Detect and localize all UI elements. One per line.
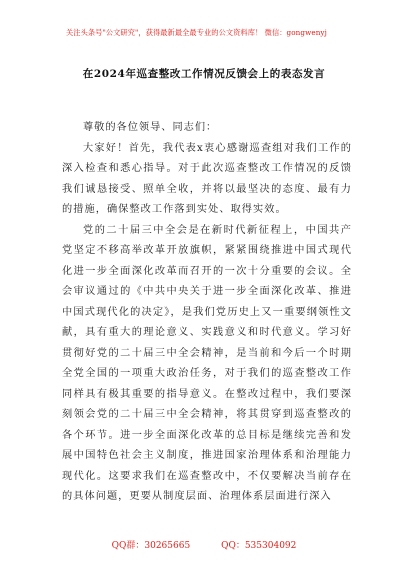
footer-qq-group: QQ群：30265665: [111, 541, 191, 551]
footer-qq: QQ：535304092: [221, 541, 297, 551]
paragraph-2: 党的二十届三中全会是在新时代新征程上，中国共产党坚定不移高举改革开放旗帜，紧紧围绕推进中国式现代化进一步全面深化改革而召开的一次十分重要的会议。全会审议通过的《中共中央关于进一步全面深化改革、推进中国式现代化的决定》，是我们党历史上又一重要纲领性文献，具有重大的理论意义、实践意义和时代意义。学习好贯彻好党的二十届三中全会精神，是当前和今后一个时期全党全国的一项重大政治任务，对于我们的巡查整改工作同样具有极其重要的指导意义。在整改过程中，我们要深刻领会党的二十届三中全会精神，将其贯穿到巡查整改的各个环节。进一步全面深化改革的总目标是继续完善和发展中国特色社会主义制度，推进国家治理体系和治理能力现代化。这要求我们在巡查整改中，不仅要解决当前存在的具体问题，更要从制度层面、治理体系层面进行深入: [62, 224, 352, 502]
paragraph-1: 大家好！首先，我代表x衷心感谢巡查组对我们工作的深入检查和悉心指导。对于此次巡查整改工作情况的反馈我们诚恳接受、照单全收，并将以最坚决的态度、最有力的措施，确保整改工作落到实处、取得实效。: [62, 142, 352, 215]
document-title: 在2024年巡查整改工作情况反馈会上的表态发言: [82, 68, 326, 80]
header-promo-note: 关注头条号"公文研究"，获得最新最全最专业的公文资料库！ 微信：gongwenyj: [66, 28, 327, 37]
document-body: [62, 118, 352, 508]
salutation: 尊敬的各位领导、同志们：: [83, 122, 218, 133]
footer-contact: [0, 538, 408, 551]
